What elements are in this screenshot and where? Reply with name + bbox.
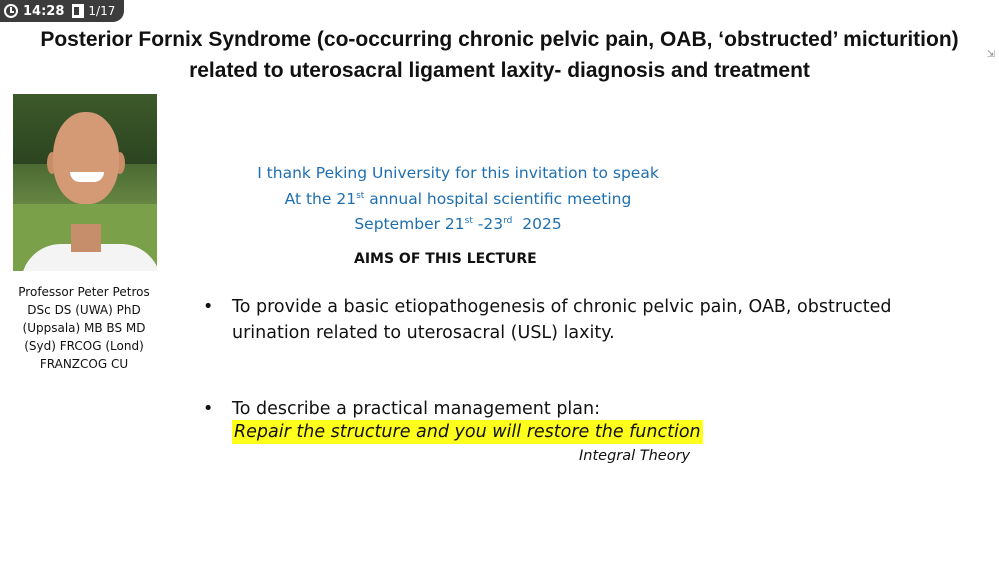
quote-source: Integral Theory xyxy=(579,448,691,464)
bullet-dot: • xyxy=(203,297,214,317)
bio-line: FRANZCOG CU xyxy=(39,357,129,371)
thanks-line-3: September 21st -23rd 2025 xyxy=(354,215,562,233)
thanks-block xyxy=(228,162,688,236)
bio-line: (Syd) FRCOG (Lond) xyxy=(24,339,144,353)
bio-line: Professor Peter Petros xyxy=(18,285,150,299)
bullet-text: To provide a basic etiopathogenesis of chronic pelvic pain, OAB, obstructed urination related to uterosacral (USL) laxity. xyxy=(232,297,892,343)
slides-icon xyxy=(72,4,84,18)
clock-icon xyxy=(4,4,18,18)
thanks-line-2: At the 21st annual hospital scientific meeting xyxy=(284,189,632,208)
title-line-2: related to uterosacral ligament laxity- diagnosis and treatment xyxy=(189,59,810,82)
slide-title xyxy=(0,24,999,86)
title-line-1: Posterior Fornix Syndrome (co-occurring chronic pelvic pain, OAB, ‘obstructed’ micturition) xyxy=(40,28,959,51)
bullet-dot: • xyxy=(203,399,214,419)
bio-line: (Uppsala) MB BS MD xyxy=(22,321,146,335)
status-pill xyxy=(0,0,124,22)
expand-icon[interactable]: ⇲ xyxy=(986,49,995,60)
aims-heading: AIMS OF THIS LECTURE xyxy=(354,251,537,267)
status-time: 14:28 xyxy=(23,3,65,19)
speaker-bio xyxy=(0,283,168,373)
thanks-line-1: I thank Peking University for this invitation to speak xyxy=(257,164,659,182)
highlighted-quote: Repair the structure and you will restore the function xyxy=(234,422,701,442)
speaker-photo xyxy=(13,94,157,271)
slide-counter: 1/17 xyxy=(88,4,116,18)
bullet-text: To describe a practical management plan: xyxy=(232,399,600,419)
bio-line: DSc DS (UWA) PhD xyxy=(27,303,141,317)
